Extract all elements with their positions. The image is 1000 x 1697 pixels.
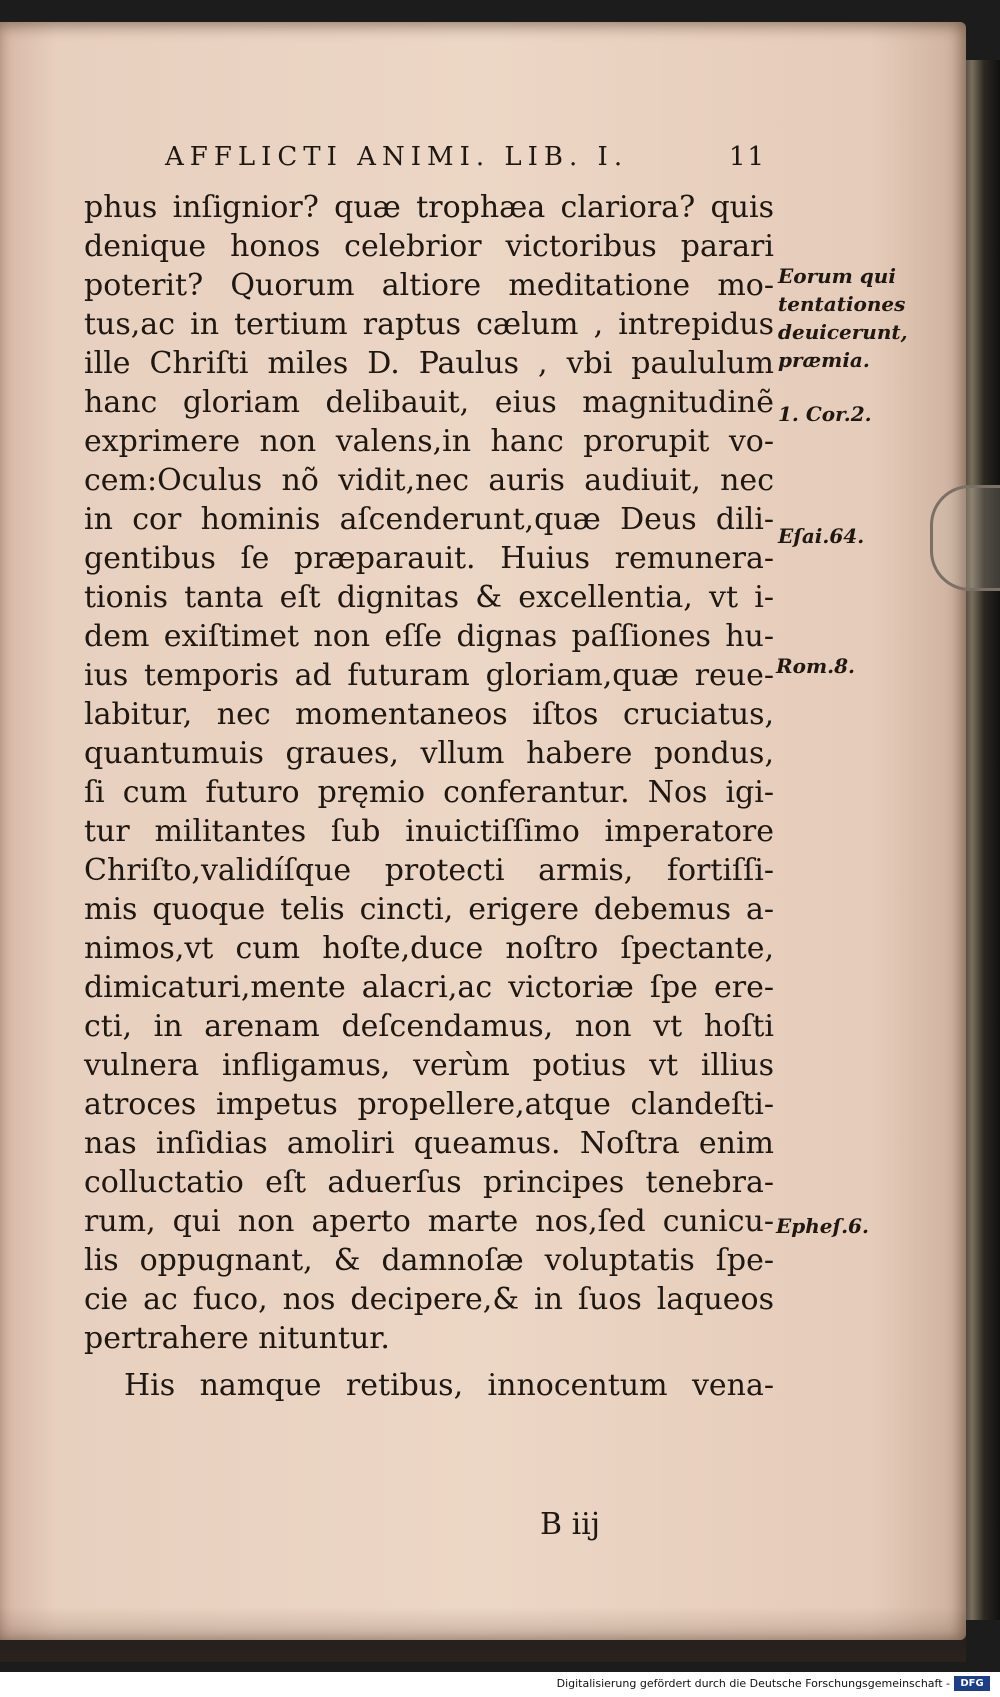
margin-note-line: Epheſ.6. bbox=[776, 1214, 869, 1238]
text-line: His namque retibus, innocentum vena- bbox=[124, 1368, 774, 1403]
text-line: nimos,vt cum hoſte,duce noſtro ſpectante, bbox=[84, 931, 774, 966]
dfg-logo: DFG bbox=[954, 1676, 990, 1691]
text-line: gentibus ſe præparauit. Huius remunera- bbox=[84, 541, 774, 576]
margin-note-line: Eorum qui bbox=[778, 264, 896, 288]
text-line: rum, qui non aperto marte nos,ſed cunicu- bbox=[84, 1204, 774, 1239]
text-line: phus inſignior? quæ trophæa clariora? quis bbox=[84, 190, 774, 225]
margin-note-line: Rom.8. bbox=[776, 654, 855, 678]
text-line: ille Chriſti miles D. Paulus , vbi paululum bbox=[84, 346, 774, 381]
text-line: dem exiſtimet non eſſe dignas paſſiones hu- bbox=[84, 619, 774, 654]
text-line: vulnera infligamus, verùm potius vt illius bbox=[84, 1048, 774, 1083]
text-line: mis quoque telis cincti, erigere debemus a- bbox=[84, 892, 774, 927]
text-line: pertrahere nituntur. bbox=[84, 1321, 390, 1356]
text-line: lis oppugnant, & damnoſæ voluptatis ſpe- bbox=[84, 1243, 774, 1278]
text-line: dimicaturi,mente alacri,ac victoriæ ſpe ere- bbox=[84, 970, 774, 1005]
text-line: cem:Oculus nõ vidit,nec auris audiuit, nec bbox=[84, 463, 774, 498]
text-line: denique honos celebrior victoribus parari bbox=[84, 229, 774, 264]
text-line: Chriſto,validíſque protecti armis, fortiſſi- bbox=[84, 853, 774, 888]
text-line: quantumuis graues, vllum habere pondus, bbox=[84, 736, 774, 771]
text-line: tionis tanta eſt dignitas & excellentia, vt i- bbox=[84, 580, 774, 615]
margin-note bbox=[776, 1212, 869, 1240]
margin-note-line: tentationes bbox=[778, 292, 906, 316]
margin-note bbox=[778, 262, 908, 374]
running-head bbox=[165, 142, 765, 180]
book-clasp bbox=[930, 485, 1000, 591]
margin-note-line: Eſai.64. bbox=[778, 524, 865, 548]
text-line: in cor hominis aſcenderunt,quæ Deus dili- bbox=[84, 502, 774, 537]
text-line: tus,ac in tertium raptus cælum , intrepidus bbox=[84, 307, 774, 342]
funding-credit: Digitalisierung gefördert durch die Deutsche Forschungsgemeinschaft - bbox=[556, 1677, 950, 1690]
margin-note-line: deuicerunt, bbox=[778, 320, 908, 344]
text-line: poterit? Quorum altiore meditatione mo- bbox=[84, 268, 774, 303]
text-line: ius temporis ad futuram gloriam,quæ reue- bbox=[84, 658, 774, 693]
page-shadow bbox=[0, 1607, 966, 1662]
text-line: cti, in arenam deſcendamus, non vt hoſti bbox=[84, 1009, 774, 1044]
text-line: colluctatio eſt aduerſus principes tenebra- bbox=[84, 1165, 774, 1200]
text-line: cie ac fuco, nos decipere,& in ſuos laqueos bbox=[84, 1282, 774, 1317]
credit-bar bbox=[0, 1672, 1000, 1697]
page-number: 11 bbox=[729, 142, 767, 172]
margin-note bbox=[778, 522, 864, 550]
margin-note-line: 1. Cor.2. bbox=[778, 402, 872, 426]
book-fore-edge bbox=[960, 60, 1000, 1620]
text-line: exprimere non valens,in hanc prorupit vo- bbox=[84, 424, 774, 459]
text-line: labitur, nec momentaneos iſtos cruciatus, bbox=[84, 697, 774, 732]
running-head-title: AFFLICTI ANIMI. LIB. I. bbox=[165, 142, 629, 172]
text-line: ſi cum futuro pręmio conferantur. Nos igi- bbox=[84, 775, 774, 810]
signature-mark: B iij bbox=[540, 1507, 601, 1542]
text-line: atroces impetus propellere,atque clandeſti- bbox=[84, 1087, 774, 1122]
margin-note bbox=[776, 652, 855, 680]
text-line: hanc gloriam delibauit, eius magnitudinẽ bbox=[84, 385, 774, 420]
text-line: tur militantes ſub inuictiſſimo imperatore bbox=[84, 814, 774, 849]
margin-note bbox=[778, 400, 872, 428]
book-page bbox=[0, 22, 966, 1640]
text-line: nas inſidias amoliri queamus. Noſtra enim bbox=[84, 1126, 774, 1161]
margin-note-line: præmia. bbox=[778, 348, 870, 372]
